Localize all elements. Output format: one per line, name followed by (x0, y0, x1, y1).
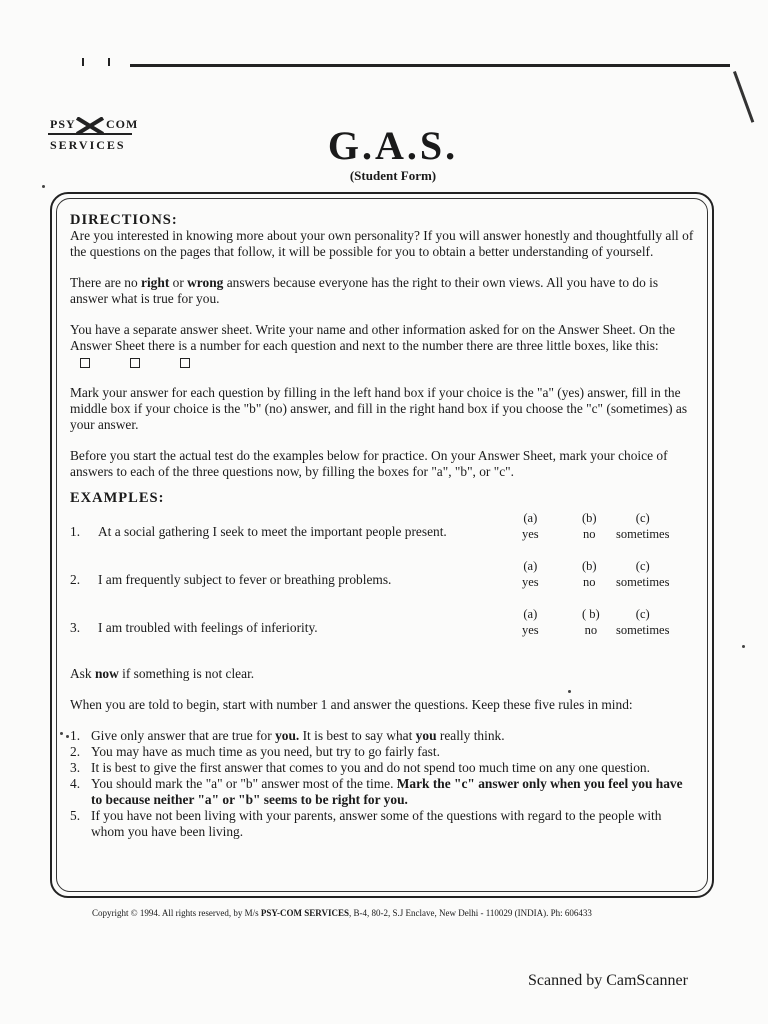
option-label: sometimes (616, 623, 670, 637)
copyright-notice (92, 908, 592, 918)
option-label: sometimes (616, 527, 670, 541)
option-b (582, 510, 597, 542)
option-letter: ( b) (582, 607, 600, 621)
example-text: I am troubled with feelings of inferiority. (98, 620, 318, 635)
rule-item (70, 760, 696, 776)
directions-paragraph: Before you start the actual test do the examples below for practice. On your Answer Sheet, mark your choice of answers to each of the three questions now, by filling the boxes for "a", "b", or "c". (70, 448, 668, 479)
text-run: wrong (187, 275, 224, 290)
example-number: 1. (70, 524, 81, 539)
rule-number: 3. (70, 760, 81, 775)
example-question (70, 620, 318, 636)
option-letter: (a) (523, 559, 538, 573)
rule-number: 4. (70, 776, 81, 791)
rule-item (70, 808, 696, 840)
directions-paragraph (70, 322, 696, 370)
option-letter: (a) (523, 607, 538, 621)
text-run: if something is not clear. (118, 666, 255, 681)
example-item (70, 558, 696, 606)
text-run: PSY-COM SERVICES (260, 908, 349, 918)
text-run: Give only answer that are true for (91, 728, 276, 743)
option-label: sometimes (616, 575, 670, 589)
text-run: You should mark the "a" or "b" answer most of the time. (91, 776, 397, 791)
example-question (70, 524, 447, 540)
option-letter: (a) (523, 511, 538, 525)
ask-note (70, 666, 696, 682)
logo-text: COM (106, 117, 139, 131)
scanner-watermark: Scanned by CamScanner (528, 972, 688, 989)
text-run: really think. (436, 728, 505, 743)
text-run: you. (275, 728, 300, 743)
sample-box (130, 358, 140, 368)
text-run: , B-4, 80-2, S.J Enclave, New Delhi - 110029 (INDIA). Ph: 606433 (348, 908, 592, 918)
option-b (582, 606, 600, 638)
logo-text: PSY (50, 117, 76, 131)
scan-mark (82, 58, 84, 66)
example-text: I am frequently subject to fever or breathing problems. (98, 572, 392, 587)
option-c (616, 510, 669, 542)
directions-paragraph: Mark your answer for each question by filling in the left hand box if your choice is the "a" (yes) answer, fill in the middle box if your choice is the "b" (no) answer, and fill in the right hand box if you choose the "c" (sometimes) as your answer. (70, 385, 688, 432)
example-question (70, 572, 391, 588)
text-run: right (141, 275, 170, 290)
top-rule (130, 64, 730, 67)
directions-heading: DIRECTIONS: (70, 212, 178, 228)
text-run: you (415, 728, 437, 743)
example-number: 2. (70, 572, 81, 587)
option-a (522, 558, 539, 590)
example-text: At a social gathering I seek to meet the important people present. (98, 524, 447, 539)
option-letter: (c) (635, 511, 650, 525)
text-run: Copyright © 1994. All rights reserved, by M/s (92, 908, 261, 918)
option-b (582, 558, 597, 590)
examples-heading: EXAMPLES: (70, 490, 165, 506)
text-run: Mark the "c" answer only when you feel you have to because neither "a" or "b" seems to be right for you. (91, 776, 683, 807)
rules-list (70, 728, 696, 840)
logo-text: SERVICES (50, 138, 126, 152)
scan-mark (108, 58, 110, 66)
option-label: yes (522, 575, 539, 589)
text-run: answers because everyone has the right to their own views. All you have to do is answer what is true for you. (70, 275, 659, 306)
form-content (70, 212, 696, 840)
rule-number: 5. (70, 808, 81, 823)
text-run: It is best to say what (299, 728, 416, 743)
sample-box (180, 358, 190, 368)
rule-number: 2. (70, 744, 81, 759)
option-letter: (c) (635, 559, 650, 573)
example-item (70, 606, 696, 654)
option-a (522, 606, 539, 638)
directions-paragraph: Are you interested in knowing more about your own personality? If you will answer honestly and thoughtfully all of the questions on the pages that follow, it will be possible for you to obtain a better understanding of yourself. (70, 228, 694, 259)
rule-item (70, 776, 696, 808)
text-run: or (169, 275, 188, 290)
example-item (70, 510, 696, 558)
option-label: no (583, 575, 596, 589)
text-run: It is best to give the first answer that comes to you and do not spend too much time on any one question. (91, 760, 650, 775)
text-run: You may have as much time as you need, but try to go fairly fast. (91, 744, 440, 759)
text-run: There are no (70, 275, 142, 290)
rule-item (70, 744, 696, 760)
option-label: no (584, 623, 598, 637)
scan-speck (742, 645, 745, 648)
page-subtitle: (Student Form) (349, 168, 437, 183)
option-c (616, 558, 669, 590)
scan-mark (733, 71, 754, 123)
option-label: no (583, 527, 596, 541)
begin-instruction: When you are told to begin, start with number 1 and answer the questions. Keep these five rules in mind: (70, 697, 633, 712)
option-c (616, 606, 669, 638)
text-run: You have a separate answer sheet. Write your name and other information asked for on the Answer Sheet. On the Answer Sheet there is a number for each question and next to the number there are three little boxes, like this: (70, 322, 676, 353)
directions-paragraph (70, 275, 696, 307)
option-letter: (c) (635, 607, 650, 621)
text-run: now (94, 666, 119, 681)
sample-boxes (80, 354, 230, 370)
scan-speck (42, 185, 45, 188)
text-run: Ask (70, 666, 95, 681)
option-label: yes (522, 623, 539, 637)
option-letter: (b) (582, 511, 597, 525)
text-run: If you have not been living with your parents, answer some of the questions with regard to the people with whom you have been living. (91, 808, 662, 839)
option-letter: (b) (582, 559, 597, 573)
page-title: G.A.S. (327, 123, 459, 168)
sample-box (80, 358, 90, 368)
option-label: yes (522, 527, 539, 541)
rule-item (70, 728, 696, 744)
rule-number: 1. (70, 728, 81, 743)
option-a (522, 510, 539, 542)
example-number: 3. (70, 620, 81, 635)
